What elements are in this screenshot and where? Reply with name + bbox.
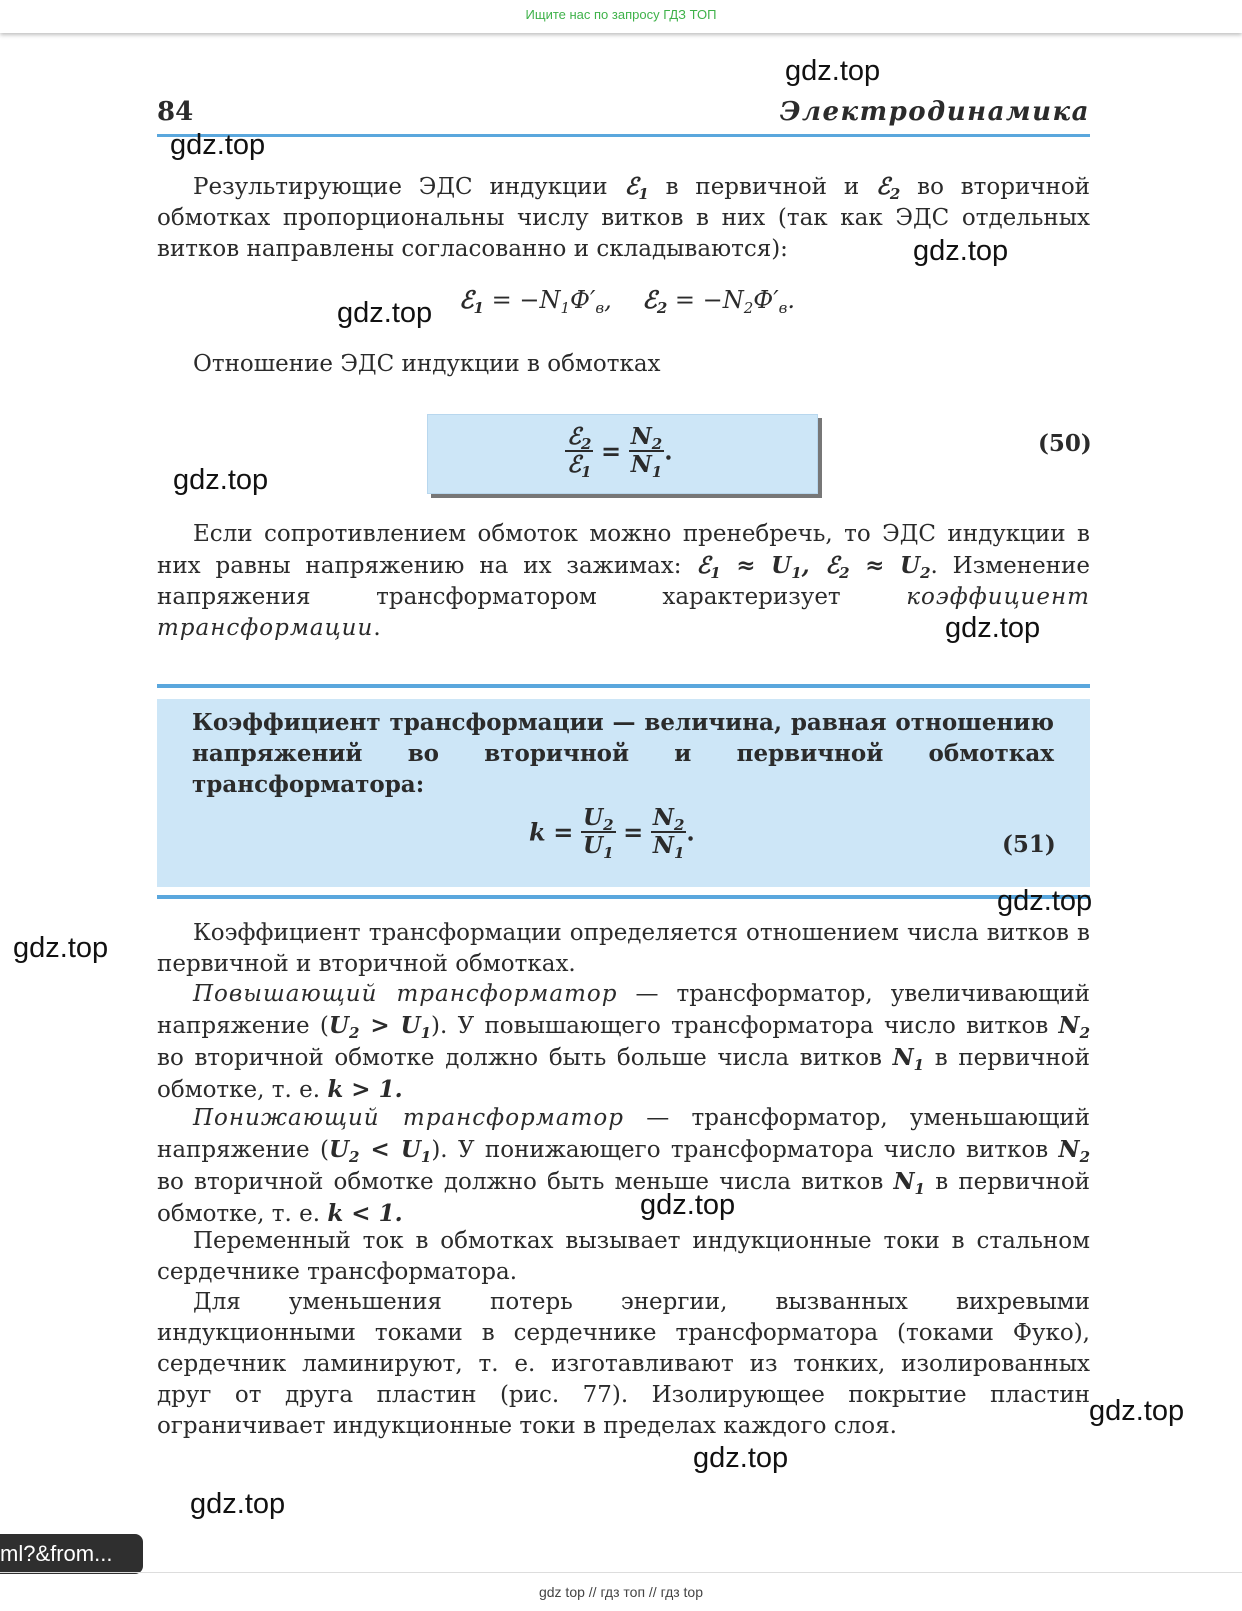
page-number: 84: [157, 97, 194, 127]
definition-bottom-rule: [157, 895, 1090, 899]
paragraph-step-up: Повышающий трансформатор — трансформатор, увеличивающий напряжение $(U_2 > U_1)$. У повышающего трансформатора число витков $N_2$ во вторичной обмотке должно быть больше числа витков $N_1$ в первичной обмотке, т. е. k > 1.: [157, 981, 1090, 1103]
emf-formula: ℰ$_1$ = $-N_1Ф'_в$, ℰ$_2$ = $-N_2Ф'_в$.: [459, 285, 796, 317]
equation-50: $\frac{ℰ_2}{ℰ_1}$ = $\frac{N_2}{N_1}$ .: [567, 423, 673, 481]
equation-50-number: (50): [1038, 430, 1092, 457]
paragraph-step-down: Понижающий трансформатор — трансформатор, уменьшающий напряжение $(U_2 < U_1)$. У понижающего трансформатора число витков $N_2$ во вторичной обмотке должно быть меньше числа витков $N_1$ в первичной обмотке, т. е. k < 1.: [157, 1105, 1091, 1227]
paragraph-lamination: Для уменьшения потерь энергии, вызванных вихревыми индукционными токами в сердечнике трансформатора (токами Фуко), сердечник ламинируют, т. е. изготавливают из тонких, изолированных друг от друга пластин (рис. 77). Изолирующее покрытие пластин ограничивает индукционные токи в пределах каждого слоя.: [157, 1289, 1090, 1439]
running-title: Электродинамика: [779, 97, 1090, 127]
equation-51: k = $\frac{U_2}{U_1}$ = $\frac{N_2}{N_1}$ .: [529, 804, 695, 862]
watermark: gdz.top: [13, 932, 109, 964]
watermark: gdz.top: [173, 464, 269, 496]
url-toast[interactable]: ml?&from...: [0, 1534, 143, 1574]
paragraph-eddy: Переменный ток в обмотках вызывает индукционные токи в стальном сердечнике трансформатора.: [157, 1228, 1090, 1285]
watermark: gdz.top: [913, 235, 1009, 267]
watermark: gdz.top: [997, 885, 1093, 917]
watermark: gdz.top: [190, 1488, 286, 1520]
watermark: gdz.top: [945, 612, 1041, 644]
paragraph-emf: Результирующие ЭДС индукции ℰ$_1$ в первичной и ℰ$_2$ во вторичной обмотках пропорциональны числу витков в них (так как ЭДС отдельных витков направлены согласованно и складываются):: [157, 173, 1091, 262]
equation-50-box: [427, 414, 818, 494]
paragraph-transform-ratio: Если сопротивлением обмоток можно пренебречь, то ЭДС индукции в них равны напряжению на их зажимах: ℰ$_1$ ≈ $U_1$, ℰ$_2$ ≈ $U_2$. Изменение напряжения трансформатором характеризует коэффициент трансформации.: [157, 521, 1090, 641]
watermark: gdz.top: [337, 297, 433, 329]
textbook-page: [0, 33, 1242, 1563]
top-banner[interactable]: [0, 0, 1242, 33]
header-rule: [157, 134, 1090, 137]
top-banner-link[interactable]: Ищите нас по запросу ГДЗ ТОП: [525, 7, 717, 22]
paragraph-coefficient: Коэффициент трансформации определяется отношением числа витков в первичной и вторичной обмотках.: [157, 920, 1090, 977]
paragraph-ratio-intro: Отношение ЭДС индукции в обмотках: [193, 351, 661, 377]
definition-text: Коэффициент трансформации — величина, равная отношению напряжений во вторичной и первичной обмотках трансформатора:: [192, 709, 1054, 798]
watermark: gdz.top: [1089, 1395, 1185, 1427]
equation-51-number: (51): [1002, 831, 1056, 858]
watermark: gdz.top: [785, 55, 881, 87]
definition-box: [157, 699, 1090, 887]
footer-links[interactable]: gdz top // гдз топ // гдз top: [0, 1572, 1242, 1611]
watermark: gdz.top: [170, 129, 266, 161]
watermark: gdz.top: [693, 1442, 789, 1474]
watermark: gdz.top: [640, 1189, 736, 1221]
definition-top-rule: [157, 684, 1090, 688]
